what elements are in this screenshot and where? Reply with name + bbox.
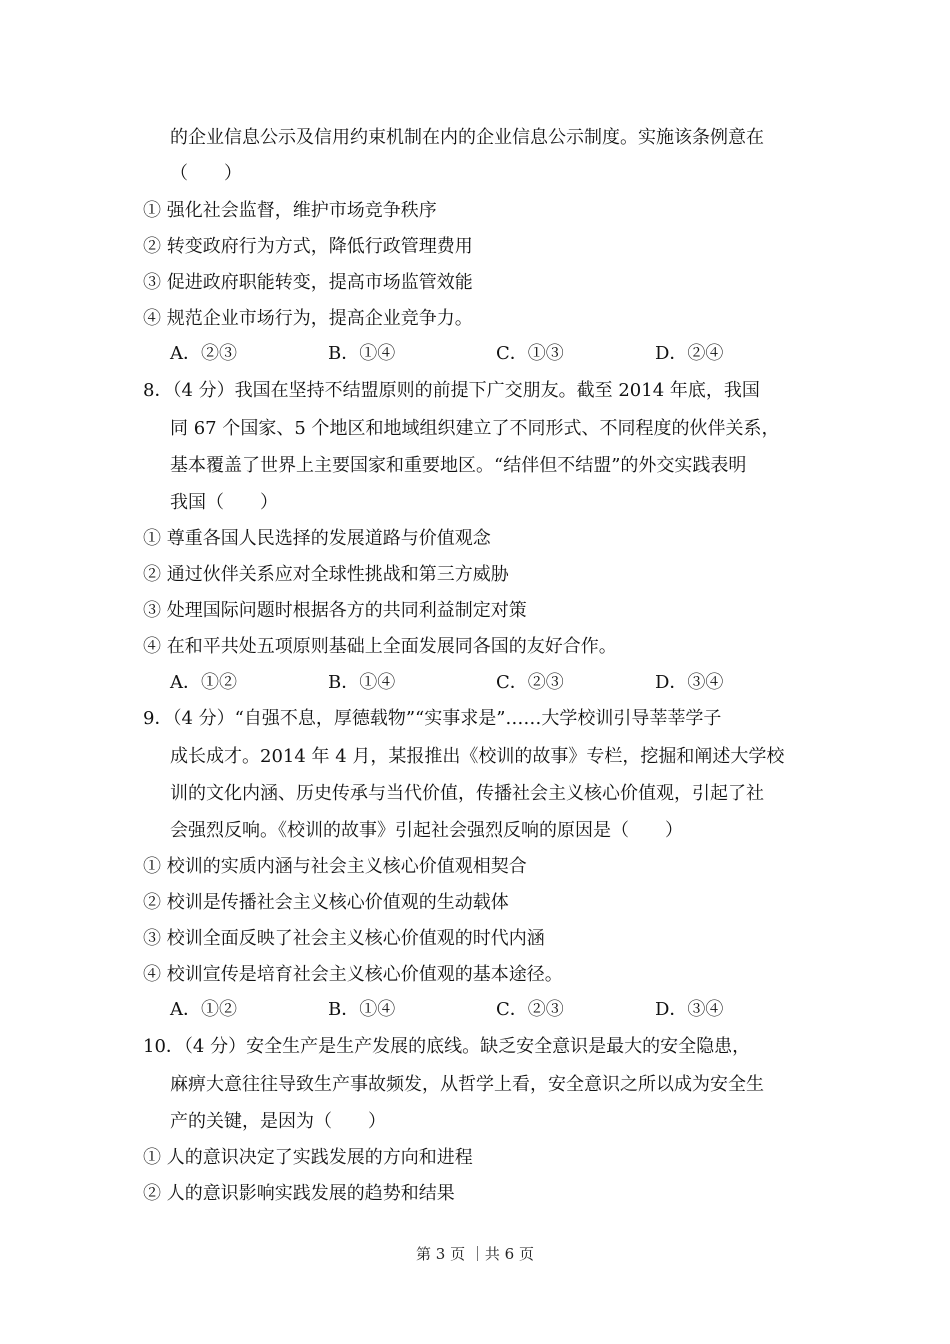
q8-option-4: ④ 在和平共处五项原则基础上全面发展同各国的友好合作。 <box>143 636 617 657</box>
q9-option-2: ② 校训是传播社会主义核心价值观的生动载体 <box>143 892 509 913</box>
q7-answer-c: C．①③ <box>496 343 564 364</box>
q8-answer-a: A．①② <box>170 672 237 693</box>
q8-option-3: ③ 处理国际问题时根据各方的共同利益制定对策 <box>143 600 527 621</box>
q9-answer-b: B．①④ <box>328 999 396 1020</box>
q9-option-3: ③ 校训全面反映了社会主义核心价值观的时代内涵 <box>143 928 545 949</box>
q8-answer-d: D．③④ <box>655 672 724 693</box>
q9-stem-line-2: 成长成才。2014 年 4 月，某报推出《校训的故事》专栏，挖掘和阐述大学校 <box>170 746 785 767</box>
q7-answer-d: D．②④ <box>655 343 724 364</box>
q10-stem-line-3: 产的关键，是因为（ ） <box>170 1111 386 1132</box>
q7-stem-line-1: 的企业信息公示及信用约束机制在内的企业信息公示制度。实施该条例意在 <box>170 127 764 148</box>
q7-option-2: ② 转变政府行为方式，降低行政管理费用 <box>143 236 473 257</box>
q8-option-2: ② 通过伙伴关系应对全球性挑战和第三方威胁 <box>143 564 509 585</box>
q7-stem-line-2: （ ） <box>170 163 242 184</box>
q9-answer-d: D．③④ <box>655 999 724 1020</box>
q7-answer-b: B．①④ <box>328 343 396 364</box>
q8-answer-b: B．①④ <box>328 672 396 693</box>
q7-answer-a: A．②③ <box>170 343 237 364</box>
q8-stem-line-3: 基本覆盖了世界上主要国家和重要地区。“结伴但不结盟”的外交实践表明 <box>170 455 747 476</box>
q9-stem-line-3: 训的文化内涵、历史传承与当代价值，传播社会主义核心价值观，引起了社 <box>170 783 764 804</box>
q9-option-4: ④ 校训宣传是培育社会主义核心价值观的基本途径。 <box>143 964 563 985</box>
q8-stem-line-4: 我国（ ） <box>170 492 278 513</box>
q8-stem-line-2: 同 67 个国家、5 个地区和地域组织建立了不同形式、不同程度的伙伴关系， <box>170 418 780 439</box>
q9-answer-c: C．②③ <box>496 999 564 1020</box>
q9-answer-a: A．①② <box>170 999 237 1020</box>
q9-option-1: ① 校训的实质内涵与社会主义核心价值观相契合 <box>143 856 527 877</box>
q9-stem-line-1: 9．（4 分）“自强不息，厚德载物”“实事求是”……大学校训引导莘莘学子 <box>143 708 722 729</box>
page-footer: 第 3 页 ｜共 6 页 <box>416 1245 534 1263</box>
q8-option-1: ① 尊重各国人民选择的发展道路与价值观念 <box>143 528 491 549</box>
q10-option-1: ① 人的意识决定了实践发展的方向和进程 <box>143 1147 473 1168</box>
q10-option-2: ② 人的意识影响实践发展的趋势和结果 <box>143 1183 455 1204</box>
q8-stem-line-1: 8．（4 分）我国在坚持不结盟原则的前提下广交朋友。截至 2014 年底，我国 <box>143 380 760 401</box>
q10-stem-line-2: 麻痹大意往往导致生产事故频发，从哲学上看，安全意识之所以成为安全生 <box>170 1074 764 1095</box>
q9-stem-line-4: 会强烈反响。《校训的故事》引起社会强烈反响的原因是（ ） <box>170 820 683 841</box>
q7-option-3: ③ 促进政府职能转变，提高市场监管效能 <box>143 272 473 293</box>
q7-option-1: ① 强化社会监督，维护市场竞争秩序 <box>143 200 437 221</box>
q8-answer-c: C．②③ <box>496 672 564 693</box>
q10-stem-line-1: 10．（4 分）安全生产是生产发展的底线。缺乏安全意识是最大的安全隐患， <box>143 1036 751 1057</box>
q7-option-4: ④ 规范企业市场行为，提高企业竞争力。 <box>143 308 473 329</box>
